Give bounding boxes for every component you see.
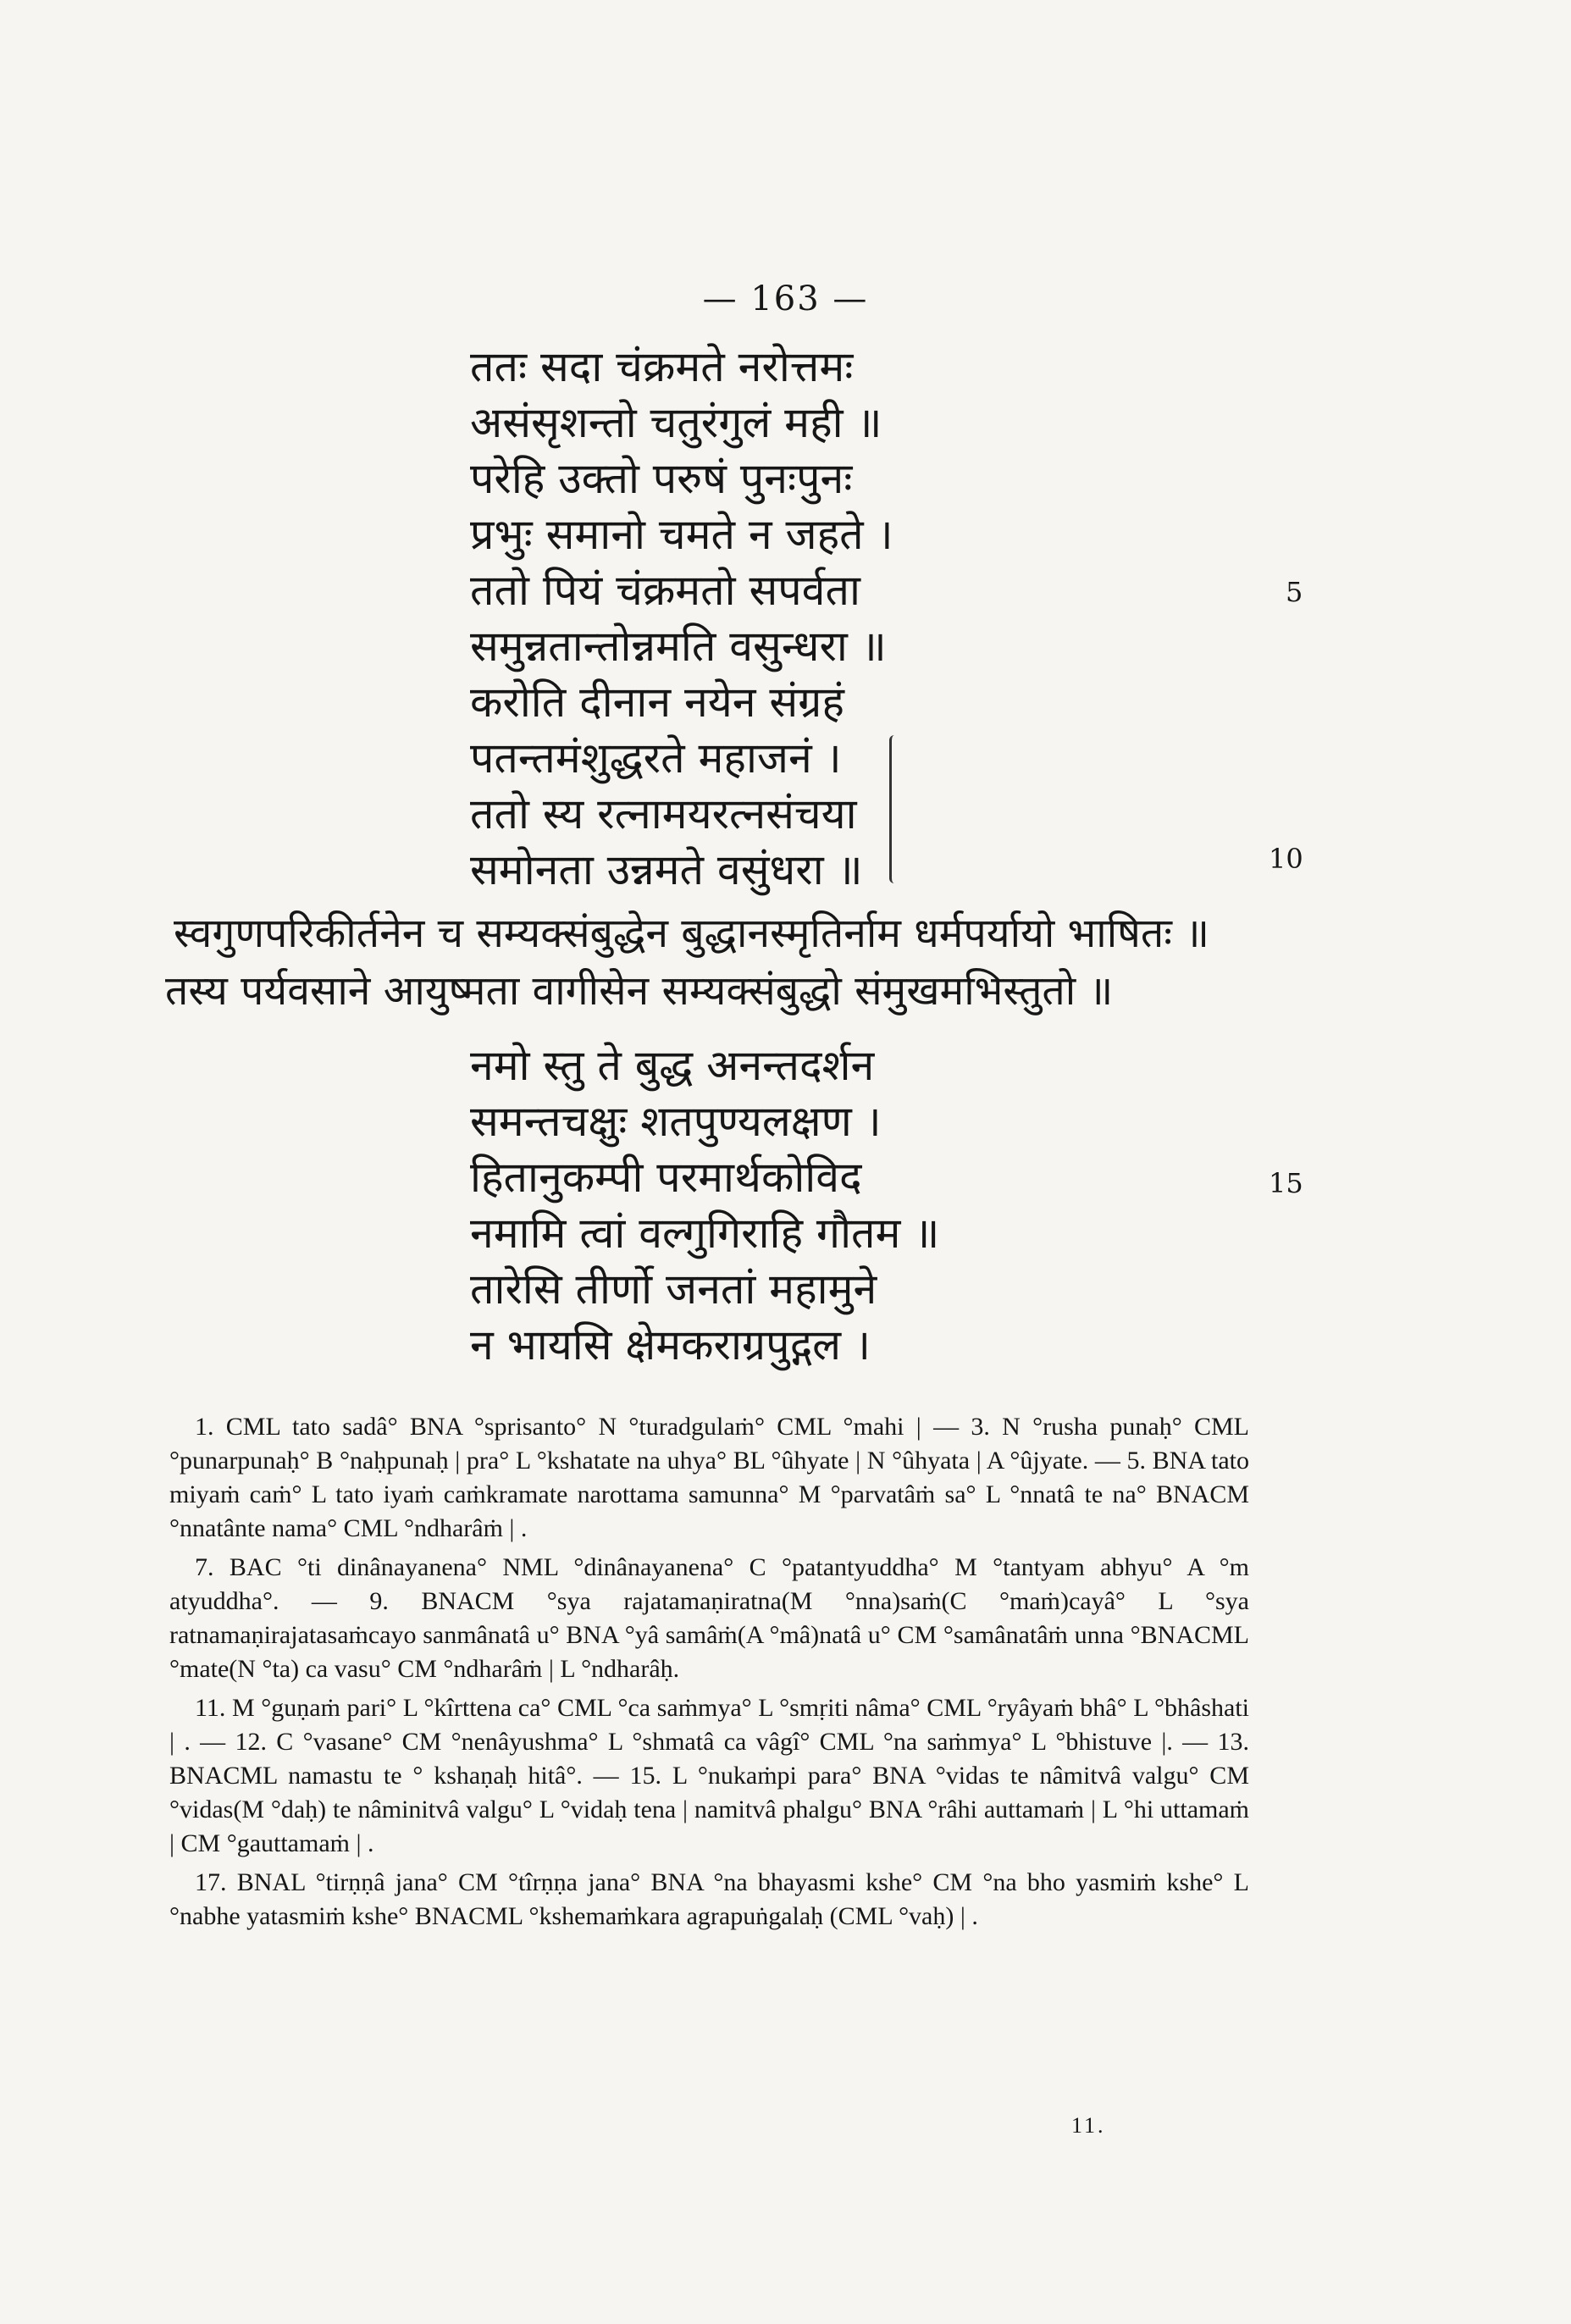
verse-line: प्रभुः समानो चमते न जहते । xyxy=(470,510,893,559)
margin-bracket-mark xyxy=(889,735,907,883)
prose-line: स्वगुणपरिकीर्तनेन च सम्यक्संबुद्धेन बुद्धानस्मृतिर्नाम धर्मपर्यायो भाषितः ॥ xyxy=(174,910,1209,957)
line-number-15: 15 xyxy=(1269,1167,1303,1199)
verse-line: समन्तचक्षुः शतपुण्यलक्षण । xyxy=(470,1097,882,1146)
verse-line: हितानुकम्पी परमार्थकोविद xyxy=(470,1153,862,1202)
signature-mark: 11. xyxy=(1071,2113,1106,2138)
verse-line: पतन्तमंशुद्धरते महाजनं । xyxy=(470,733,842,783)
verse-block-1 xyxy=(470,339,893,898)
footnote: 11. M °guṇaṁ pari° L °kîrttena ca° CML °ca saṁmya° L °smṛiti nâma° CML °ryâyaṁ bhâ° L °bhâshati | . — 12. C °vasane° CM °nenâyushma° L °shmatâ ca vâgî° CML °na saṁmya° L °bhistuve |. — 13. BNACML namastu te ° kshaṇaḥ hitâ°. — 15. L °nukaṁpi para° BNA °vidas te nâmitvâ valgu° CM °vidas(M °daḥ) te nâminitvâ valgu° L °vidaḥ tena | namitvâ phalgu° BNA °râhi auttamaṁ | L °hi uttamaṁ | CM °gauttamaṁ | . xyxy=(169,1694,1249,1857)
verse-line: नमो स्तु ते बुद्ध अनन्तदर्शन xyxy=(470,1041,875,1090)
verse-line: समोनता उन्नमते वसुंधरा ॥ xyxy=(470,845,863,894)
verse-block-2 xyxy=(470,1038,939,1373)
verse-line: ततो स्य रत्नामयरत्नसंचया xyxy=(470,789,857,838)
footnotes xyxy=(169,1410,1249,1939)
verse-line: ततो पियं चंक्रमतो सपर्वता xyxy=(470,566,860,615)
page-number: — 163 — xyxy=(702,279,869,318)
prose-block xyxy=(165,905,1209,1020)
verse-line: समुन्नतान्तोन्नमति वसुन्धरा ॥ xyxy=(470,622,887,671)
verse-line: तारेसि तीर्णो जनतां महामुने xyxy=(470,1264,877,1314)
verse-line: न भायसि क्षेमकराग्रपुद्गल । xyxy=(470,1320,871,1370)
verse-line: परेहि उक्तो परुषं पुनःपुनः xyxy=(470,454,853,503)
line-number-5: 5 xyxy=(1286,576,1303,608)
verse-line: असंसृशन्तो चतुरंगुलं मही ॥ xyxy=(470,398,882,447)
footnote: 7. BAC °ti dinânayanena° NML °dinânayanena° C °patantyuddha° M °tantyam abhyu° A °m atyuddha°. — 9. BNACM °sya rajatamaṇiratna(M °nna)saṁ(C °maṁ)cayâ° L °sya ratnamaṇirajatasaṁcayo sanmânatâ u° BNA °yâ samâṁ(A °mâ)natâ u° CM °samânatâṁ unna °BNACML °mate(N °ta) ca vasu° CM °ndharâṁ | L °ndharâḥ. xyxy=(169,1553,1249,1683)
line-number-10: 10 xyxy=(1269,843,1303,875)
verse-line: ततः सदा चंक्रमते नरोत्तमः xyxy=(470,342,854,391)
prose-line: तस्य पर्यवसाने आयुष्मता वागीसेन सम्यक्संबुद्धो संमुखमभिस्तुतो ॥ xyxy=(165,967,1114,1015)
verse-line: करोति दीनान नयेन संग्रहं xyxy=(470,678,844,727)
footnote: 17. BNAL °tirṇṇâ jana° CM °tîrṇṇa jana° BNA °na bhayasmi kshe° CM °na bho yasmiṁ kshe° L °nabhe yatasmiṁ kshe° BNACML °kshemaṁkara agrapuṅgalaḥ (CML °vaḥ) | . xyxy=(169,1868,1249,1930)
footnote: 1. CML tato sadâ° BNA °sprisanto° N °turadgulaṁ° CML °mahi | — 3. N °rusha punaḥ° CML °punarpunaḥ° B °naḥpunaḥ | pra° L °kshatate na uhya° BL °ûhyate | N °ûhyata | A °ûjyate. — 5. BNA tato miyaṁ caṁ° L tato iyaṁ caṁkramate narottama samunna° M °parvatâṁ sa° L °nnatâ te na° BNACM °nnatânte nama° CML °ndharâṁ | . xyxy=(169,1413,1249,1542)
verse-line: नमामि त्वां वल्गुगिराहि गौतम ॥ xyxy=(470,1209,940,1258)
